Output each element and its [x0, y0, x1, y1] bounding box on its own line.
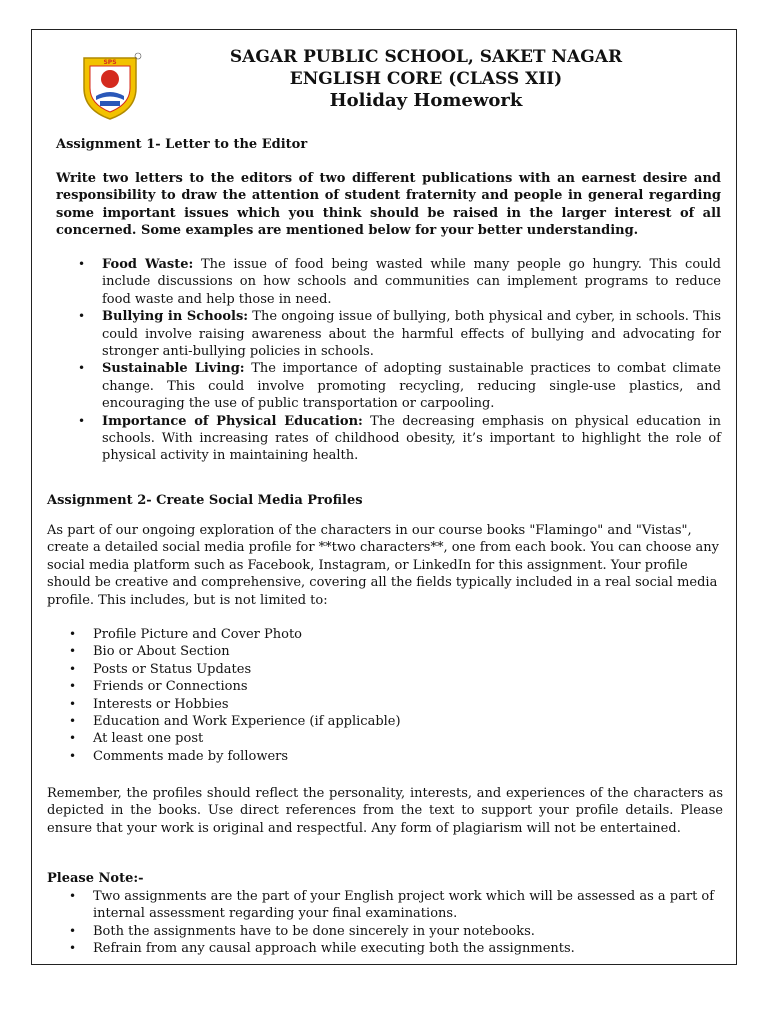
- bullet-icon: •: [78, 309, 86, 324]
- note-list: [69, 888, 723, 958]
- homework-title: Holiday Homework: [329, 90, 523, 111]
- topic-item: [78, 256, 721, 308]
- bullet-icon: •: [78, 413, 86, 428]
- list-item: [69, 730, 713, 747]
- list-item-text: At least one post: [93, 731, 204, 747]
- list-item: [69, 713, 713, 730]
- bullet-icon: •: [69, 696, 77, 711]
- subject-title: ENGLISH CORE (CLASS XII): [289, 69, 563, 89]
- bullet-icon: •: [69, 714, 77, 729]
- list-item-text: Bio or About Section: [93, 644, 230, 660]
- school-name: SAGAR PUBLIC SCHOOL, SAKET NAGAR: [229, 47, 623, 67]
- bullet-icon: •: [69, 731, 77, 746]
- list-item-text: Education and Work Experience (if applicable): [93, 714, 401, 730]
- list-item-text: Profile Picture and Cover Photo: [93, 627, 302, 642]
- profile-field-list: [69, 626, 713, 765]
- note-heading: Please Note:-: [47, 871, 144, 886]
- bullet-icon: •: [78, 257, 86, 271]
- logo-text: SPS: [103, 59, 117, 66]
- list-item: [69, 940, 723, 957]
- bullet-icon: •: [69, 941, 77, 956]
- list-item-text: Comments made by followers: [93, 748, 289, 764]
- assignment1-topic-list: [78, 256, 722, 465]
- bullet-icon: •: [78, 361, 86, 376]
- list-item-text: Posts or Status Updates: [93, 661, 252, 677]
- assignment2-heading: Assignment 2- Create Social Media Profiles: [47, 493, 363, 508]
- list-item: [69, 643, 713, 660]
- list-item: [69, 626, 713, 643]
- topic-desc: The importance of adopting sustainable practices to combat climate change. This could involve promoting recycling, reducing single-use plastics, and encouraging the use of public transportation or carpooling.: [102, 361, 721, 412]
- bullet-icon: •: [69, 627, 77, 641]
- list-item-text: Refrain from any causal approach while executing both the assignments.: [93, 941, 575, 957]
- assignment2-intro: As part of our ongoing exploration of the characters in our course books "Flamingo" and "Vistas", create a detailed social media profile for **two characters**, one from each book. You can choose any social media platform such as Facebook, Instagram, or LinkedIn for this assignment. Your profile should be creative and comprehensive, covering all the fields typically included in a real social media profile. This includes, but is not limited to:: [47, 523, 719, 608]
- assignment1-heading: Assignment 1- Letter to the Editor: [56, 137, 308, 152]
- topic-term: Bullying in Schools:: [102, 309, 249, 325]
- bullet-icon: •: [69, 679, 77, 694]
- list-item: [69, 888, 723, 923]
- topic-item: [78, 308, 722, 360]
- topic-desc: The issue of food being wasted while many people go hungry. This could include discussions on how schools and communities can implement programs to reduce food waste and help those in need.: [102, 257, 721, 307]
- list-item: [69, 661, 713, 678]
- bullet-icon: •: [69, 889, 77, 903]
- bullet-icon: •: [69, 923, 77, 938]
- list-item-text: Interests or Hobbies: [93, 696, 229, 712]
- list-item: [69, 748, 713, 765]
- list-item: [69, 696, 713, 713]
- topic-desc: The decreasing emphasis on physical education in schools. With increasing rates of childhood obesity, it’s important to highlight the role of physical activity in maintaining health.: [102, 413, 721, 464]
- assignment2-closing: Remember, the profiles should reflect the personality, interests, and experiences of the characters as depicted in the books. Use direct references from the text to support your profile details. Please ensure that your work is original and respectful. Any form of plagiarism will not be entertained.: [47, 786, 723, 836]
- bullet-icon: •: [69, 661, 77, 676]
- bullet-icon: •: [69, 644, 77, 659]
- school-logo: [78, 52, 142, 122]
- page-header: [160, 46, 692, 112]
- topic-term: Sustainable Living:: [102, 361, 245, 377]
- list-item-text: Friends or Connections: [93, 679, 248, 695]
- assignment1-intro: Write two letters to the editors of two different publications with an earnest desire and responsibility to draw the attention of student fraternity and people in general regarding some important issues which you think should be raised in the larger interest of all concerned. Some examples are mentioned below for your better understanding.: [56, 171, 721, 239]
- list-item: [69, 678, 713, 695]
- topic-item: [78, 360, 721, 412]
- topic-term: Food Waste:: [102, 257, 194, 272]
- list-item: [69, 923, 723, 940]
- list-item-text: Two assignments are the part of your English project work which will be assessed as a part of internal assessment regarding your final examinations.: [93, 889, 715, 922]
- topic-term: Importance of Physical Education:: [102, 413, 363, 429]
- topic-desc: The ongoing issue of bullying, both physical and cyber, in schools. This could involve raising awareness about the harmful effects of bullying and advocating for stronger anti-bullying policies in schools.: [102, 309, 722, 360]
- topic-item: [78, 413, 721, 465]
- bullet-icon: •: [69, 748, 77, 763]
- list-item-text: Both the assignments have to be done sincerely in your notebooks.: [93, 923, 535, 939]
